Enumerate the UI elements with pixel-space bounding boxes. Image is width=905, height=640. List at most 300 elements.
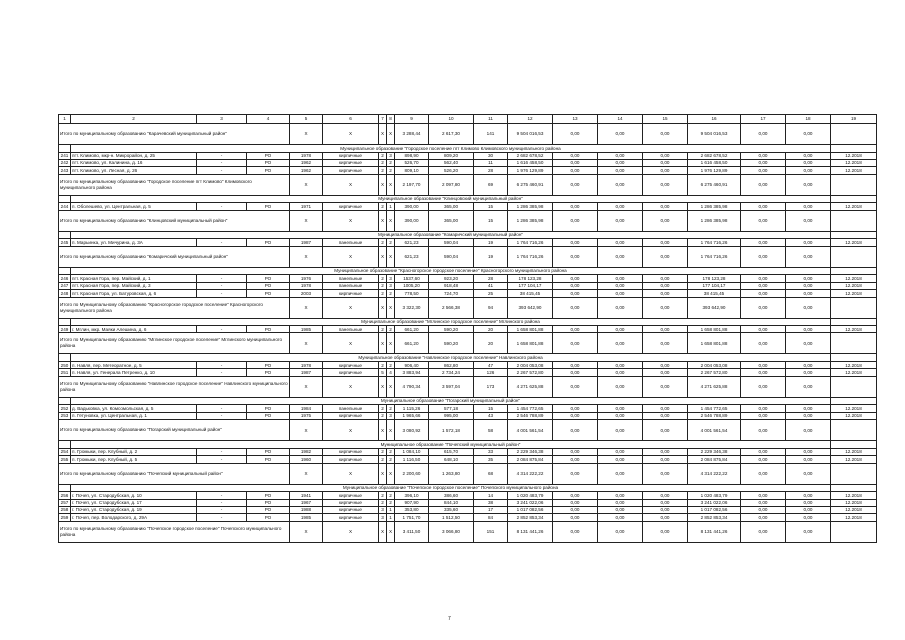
table-cell-c8: 2: [387, 239, 395, 246]
total-row: [59, 333, 877, 354]
table-cell-c12: 178 123,28: [508, 275, 553, 282]
column-number-cell: 15: [643, 115, 688, 124]
total-row: [59, 124, 877, 145]
table-cell-c13: 0,00: [553, 362, 598, 369]
table-cell-c19: 12.2018: [831, 412, 877, 419]
total-cell-c11: 20: [474, 333, 508, 354]
total-cell-c19: [831, 210, 877, 231]
table-cell-c13: 0,00: [553, 412, 598, 419]
table-cell-c9: 898,90: [395, 152, 429, 159]
table-cell-c10: 844,10: [429, 499, 474, 506]
table-row: [59, 448, 877, 455]
table-cell-c12: 2 267 572,80: [508, 369, 553, 376]
table-cell-c7: 2: [379, 152, 387, 159]
table-cell-c16: 2 267 572,80: [688, 369, 741, 376]
section-spacer: [831, 441, 877, 449]
table-cell-c16: 1 616 458,50: [688, 159, 741, 166]
table-cell-c14: 0,00: [598, 203, 643, 210]
table-cell-c10: 724,70: [429, 290, 474, 297]
total-cell-c9: 3 322,30: [395, 297, 429, 318]
table-cell-c1: 251: [59, 369, 71, 376]
table-cell-c7: 2: [379, 448, 387, 455]
table-cell-c18: 0,00: [786, 456, 831, 463]
table-cell-c2: п. Марьинка, ул. Мичурина, д. 3А: [71, 239, 197, 246]
table-cell-c13: 0,00: [553, 167, 598, 174]
table-cell-c5: 1985: [290, 514, 323, 521]
table-cell-c3: -: [197, 506, 247, 513]
table-row: [59, 203, 877, 210]
total-cell-c16: 4 271 625,88: [688, 376, 741, 397]
table-cell-c14: 0,00: [598, 290, 643, 297]
table-cell-c1: 253: [59, 412, 71, 419]
table-cell-c13: 0,00: [553, 514, 598, 521]
column-number-cell: 13: [553, 115, 598, 124]
table-cell-c5: 1985: [290, 326, 323, 333]
total-cell-c15: 0,00: [643, 174, 688, 195]
total-cell-c8: X: [387, 246, 395, 267]
table-cell-c15: 0,00: [643, 456, 688, 463]
table-cell-c8: 2: [387, 492, 395, 499]
table-cell-c17: 0,00: [741, 203, 786, 210]
table-row: [59, 282, 877, 289]
total-cell-c7: X: [379, 174, 387, 195]
table-cell-c3: -: [197, 448, 247, 455]
table-cell-c16: 2 004 053,08: [688, 362, 741, 369]
section-row: [59, 397, 877, 405]
table-cell-c14: 0,00: [598, 152, 643, 159]
table-cell-c14: 0,00: [598, 405, 643, 412]
table-row: [59, 514, 877, 521]
table-cell-c2: пгт. Красная Гора, пер. Майский, д. 3: [71, 282, 197, 289]
total-cell-c16: 4 001 561,54: [688, 420, 741, 441]
table-cell-c10: 562,40: [429, 159, 474, 166]
total-cell-c10: 3 597,04: [429, 376, 474, 397]
table-cell-c15: 0,00: [643, 282, 688, 289]
table-cell-c18: 0,00: [786, 152, 831, 159]
total-cell-c8: X: [387, 297, 395, 318]
table-cell-c16: 1 658 801,88: [688, 326, 741, 333]
table-cell-c17: 0,00: [741, 499, 786, 506]
table-cell-c18: 0,00: [786, 448, 831, 455]
table-cell-c8: 2: [387, 326, 395, 333]
table-cell-c16: 1 454 772,65: [688, 405, 741, 412]
total-cell-c6: X: [323, 297, 379, 318]
table-cell-c2: г. Почеп, пер. Володарского, д. 29А: [71, 514, 197, 521]
total-cell-c16: 8 131 441,26: [688, 521, 741, 542]
table-cell-c12: 2 229 346,38: [508, 448, 553, 455]
table-cell-c6: кирпичные: [323, 369, 379, 376]
table-row: [59, 499, 877, 506]
table-cell-c2: г. Мглин, мкр. Маяки Алешина, д. 6: [71, 326, 197, 333]
table-cell-c10: 2 734,24: [429, 369, 474, 376]
table-cell-c17: 0,00: [741, 405, 786, 412]
table-cell-c11: 14: [474, 492, 508, 499]
table-cell-c5: 1976: [290, 275, 323, 282]
table-cell-c10: 335,60: [429, 506, 474, 513]
total-cell-c18: 0,00: [786, 420, 831, 441]
total-row: [59, 174, 877, 195]
table-cell-c19: 12.2018: [831, 167, 877, 174]
table-cell-c12: 1 017 082,56: [508, 506, 553, 513]
table-cell-c6: кирпичные: [323, 499, 379, 506]
table-cell-c6: кирпичные: [323, 159, 379, 166]
section-row: [59, 231, 877, 239]
table-cell-c4: РО: [247, 492, 290, 499]
table-cell-c3: -: [197, 167, 247, 174]
table-cell-c18: 0,00: [786, 203, 831, 210]
table-cell-c2: г. Почеп, ул. Стародубская, д. 17: [71, 499, 197, 506]
section-spacer: [831, 195, 877, 203]
table-cell-c13: 0,00: [553, 456, 598, 463]
total-row: [59, 521, 877, 542]
table-cell-c15: 0,00: [643, 448, 688, 455]
total-label: Итого по муниципальному образованию "Погарский муниципальный район": [59, 420, 290, 441]
table-cell-c8: 3: [387, 412, 395, 419]
table-cell-c11: 15: [474, 405, 508, 412]
table-cell-c11: 19: [474, 239, 508, 246]
table-cell-c9: 1005,20: [395, 282, 429, 289]
table-cell-c5: 1978: [290, 362, 323, 369]
section-spacer: [831, 145, 877, 153]
table-cell-c19: 12.2018: [831, 152, 877, 159]
total-cell-c11: 69: [474, 174, 508, 195]
table-cell-c5: 1988: [290, 506, 323, 513]
section-spacer: [831, 318, 877, 326]
total-cell-c14: 0,00: [598, 174, 643, 195]
total-cell-c14: 0,00: [598, 521, 643, 542]
table-cell-c3: -: [197, 275, 247, 282]
total-cell-c17: 0,00: [741, 420, 786, 441]
total-cell-c17: 0,00: [741, 210, 786, 231]
table-cell-c15: 0,00: [643, 203, 688, 210]
table-cell-c19: 12.2018: [831, 506, 877, 513]
table-cell-c10: 862,80: [429, 362, 474, 369]
table-row: [59, 369, 877, 376]
table-cell-c5: 1962: [290, 167, 323, 174]
table-cell-c2: пгт. Климово, мкр-н. Микрорайон, д. 25: [71, 152, 197, 159]
table-row: [59, 290, 877, 297]
total-cell-c17: 0,00: [741, 521, 786, 542]
table-cell-c12: 1 658 801,88: [508, 326, 553, 333]
total-cell-c19: [831, 420, 877, 441]
table-cell-c15: 0,00: [643, 506, 688, 513]
total-cell-c9: 661,20: [395, 333, 429, 354]
table-cell-c7: 3: [379, 514, 387, 521]
table-cell-c17: 0,00: [741, 239, 786, 246]
total-label: Итого по муниципальному образованию "Карачевский муниципальный район": [59, 124, 290, 145]
table-cell-c13: 0,00: [553, 282, 598, 289]
table-cell-c6: кирпичные: [323, 362, 379, 369]
total-cell-c9: 4 790,34: [395, 376, 429, 397]
table-cell-c12: 2 852 853,34: [508, 514, 553, 521]
table-cell-c11: 28: [474, 275, 508, 282]
table-cell-c11: 20: [474, 326, 508, 333]
table-cell-c12: 1 764 716,26: [508, 239, 553, 246]
total-row: [59, 420, 877, 441]
total-cell-c17: 0,00: [741, 174, 786, 195]
total-cell-c13: 0,00: [553, 376, 598, 397]
table-cell-c7: 2: [379, 167, 387, 174]
table-cell-c13: 0,00: [553, 239, 598, 246]
total-cell-c11: 94: [474, 297, 508, 318]
total-cell-c9: 2 197,70: [395, 174, 429, 195]
table-cell-c13: 0,00: [553, 275, 598, 282]
total-cell-c5: X: [290, 463, 323, 484]
table-cell-c10: 923,20: [429, 275, 474, 282]
table-cell-c10: 648,10: [429, 456, 474, 463]
table-cell-c10: 615,70: [429, 448, 474, 455]
total-cell-c6: X: [323, 210, 379, 231]
table-cell-c6: кирпичные: [323, 448, 379, 455]
table-cell-c11: 30: [474, 152, 508, 159]
table-row: [59, 506, 877, 513]
table-cell-c5: 1941: [290, 492, 323, 499]
table-row: [59, 239, 877, 246]
table-cell-c1: 241: [59, 152, 71, 159]
table-cell-c4: РО: [247, 448, 290, 455]
table-cell-c15: 0,00: [643, 290, 688, 297]
table-cell-c8: 3: [387, 282, 395, 289]
table-cell-c19: 12.2018: [831, 239, 877, 246]
table-cell-c12: 2 004 053,08: [508, 362, 553, 369]
total-cell-c16: 9 504 016,53: [688, 124, 741, 145]
total-cell-c6: X: [323, 376, 379, 397]
table-cell-c1: 254: [59, 448, 71, 455]
table-cell-c8: 2: [387, 499, 395, 506]
table-cell-c8: 2: [387, 448, 395, 455]
total-cell-c8: X: [387, 124, 395, 145]
table-cell-c19: 12.2018: [831, 203, 877, 210]
table-cell-c13: 0,00: [553, 203, 598, 210]
table-cell-c10: 918,48: [429, 282, 474, 289]
column-number-cell: 17: [741, 115, 786, 124]
table-cell-c4: РО: [247, 362, 290, 369]
total-label: Итого по муниципальному образованию "Почепский муниципальный район": [59, 463, 290, 484]
total-cell-c15: 0,00: [643, 521, 688, 542]
table-cell-c8: 2: [387, 405, 395, 412]
table-cell-c4: РО: [247, 499, 290, 506]
total-cell-c12: 8 131 441,26: [508, 521, 553, 542]
total-cell-c12: 1 286 385,98: [508, 210, 553, 231]
section-row: [59, 441, 877, 449]
table-cell-c14: 0,00: [598, 448, 643, 455]
table-cell-c6: панельные: [323, 326, 379, 333]
section-row: [59, 354, 877, 362]
table-cell-c17: 0,00: [741, 152, 786, 159]
total-cell-c14: 0,00: [598, 246, 643, 267]
table-cell-c7: 3: [379, 506, 387, 513]
table-cell-c8: 2: [387, 362, 395, 369]
table-cell-c1: 249: [59, 326, 71, 333]
table-cell-c12: 2 546 788,89: [508, 412, 553, 419]
total-cell-c7: X: [379, 246, 387, 267]
table-row: [59, 326, 877, 333]
column-number-cell: 7: [379, 115, 387, 124]
table-cell-c18: 0,00: [786, 326, 831, 333]
section-title: Муниципальное образование "Мглинское городское поселение" Мглинского района: [71, 318, 831, 326]
table-cell-c16: 1 017 082,56: [688, 506, 741, 513]
total-row: [59, 463, 877, 484]
table-cell-c5: 1978: [290, 282, 323, 289]
table-cell-c4: РО: [247, 514, 290, 521]
table-cell-c5: 1962: [290, 159, 323, 166]
table-cell-c4: РО: [247, 412, 290, 419]
total-label: Итого по муниципальному образованию "Комаричский муниципальный район": [59, 246, 290, 267]
table-cell-c9: 3 883,94: [395, 369, 429, 376]
table-cell-c14: 0,00: [598, 506, 643, 513]
table-cell-c3: -: [197, 159, 247, 166]
table-cell-c19: 12.2018: [831, 326, 877, 333]
table-cell-c15: 0,00: [643, 369, 688, 376]
table-cell-c13: 0,00: [553, 448, 598, 455]
total-cell-c6: X: [323, 333, 379, 354]
table-cell-c7: 2: [379, 159, 387, 166]
table-cell-c3: -: [197, 239, 247, 246]
table-row: [59, 405, 877, 412]
table-cell-c9: 1 084,10: [395, 448, 429, 455]
total-cell-c11: 19: [474, 246, 508, 267]
table-cell-c5: 2003: [290, 290, 323, 297]
table-cell-c4: РО: [247, 203, 290, 210]
table-cell-c16: 177 104,17: [688, 282, 741, 289]
total-cell-c7: X: [379, 333, 387, 354]
column-number-row: [59, 115, 877, 124]
table-cell-c19: 12.2018: [831, 369, 877, 376]
table-cell-c15: 0,00: [643, 514, 688, 521]
table-cell-c4: РО: [247, 275, 290, 282]
total-cell-c6: X: [323, 124, 379, 145]
table-cell-c3: -: [197, 203, 247, 210]
table-cell-c16: 38 415,45: [688, 290, 741, 297]
total-cell-c14: 0,00: [598, 333, 643, 354]
total-cell-c13: 0,00: [553, 246, 598, 267]
total-cell-c10: 2 566,38: [429, 297, 474, 318]
table-cell-c2: пгт. Красная Гора, пер. Майский, д. 1: [71, 275, 197, 282]
total-label: Итого по Муниципальному образованию "Красногорское городское поселение" Красногорского муниципального района: [59, 297, 290, 318]
total-cell-c10: 1 263,80: [429, 463, 474, 484]
table-cell-c9: 621,23: [395, 239, 429, 246]
table-cell-c11: 126: [474, 369, 508, 376]
table-cell-c5: 1971: [290, 203, 323, 210]
total-cell-c11: 15: [474, 210, 508, 231]
column-number-cell: 14: [598, 115, 643, 124]
total-cell-c5: X: [290, 297, 323, 318]
table-cell-c3: -: [197, 405, 247, 412]
table-cell-c6: кирпичные: [323, 203, 379, 210]
table-cell-c11: 43: [474, 412, 508, 419]
section-spacer: [831, 397, 877, 405]
table-cell-c9: 809,10: [395, 167, 429, 174]
total-cell-c15: 0,00: [643, 124, 688, 145]
total-cell-c19: [831, 297, 877, 318]
total-cell-c9: 3 288,44: [395, 124, 429, 145]
table-cell-c16: 1 020 483,79: [688, 492, 741, 499]
table-cell-c6: кирпичные: [323, 412, 379, 419]
total-label: Итого по Муниципальному образованию "Мглинское городское поселение" Мглинского муниципального района: [59, 333, 290, 354]
total-cell-c5: X: [290, 376, 323, 397]
total-cell-c15: 0,00: [643, 297, 688, 318]
total-cell-c13: 0,00: [553, 124, 598, 145]
table-cell-c2: д. Вадьковка, ул. Комсомольская, д. 5: [71, 405, 197, 412]
section-title: Муниципальное образование "Клинцовский муниципальный район": [71, 195, 831, 203]
total-cell-c8: X: [387, 420, 395, 441]
table-cell-c5: 1975: [290, 412, 323, 419]
total-row: [59, 246, 877, 267]
total-cell-c12: 4 001 561,54: [508, 420, 553, 441]
table-cell-c16: 2 682 678,52: [688, 152, 741, 159]
total-cell-c7: X: [379, 521, 387, 542]
table-row: [59, 412, 877, 419]
table-cell-c6: кирпичные: [323, 167, 379, 174]
table-cell-c14: 0,00: [598, 456, 643, 463]
table-cell-c17: 0,00: [741, 448, 786, 455]
total-cell-c5: X: [290, 246, 323, 267]
table-cell-c15: 0,00: [643, 275, 688, 282]
total-cell-c17: 0,00: [741, 333, 786, 354]
table-cell-c9: 778,50: [395, 290, 429, 297]
table-cell-c5: 1987: [290, 239, 323, 246]
table-cell-c18: 0,00: [786, 282, 831, 289]
table-cell-c11: 33: [474, 448, 508, 455]
table-cell-c3: -: [197, 290, 247, 297]
table-cell-c3: -: [197, 499, 247, 506]
section-row: [59, 195, 877, 203]
table-cell-c14: 0,00: [598, 167, 643, 174]
table-cell-c13: 0,00: [553, 506, 598, 513]
table-cell-c18: 0,00: [786, 275, 831, 282]
total-cell-c10: 2 097,80: [429, 174, 474, 195]
section-spacer: [59, 441, 71, 449]
total-cell-c19: [831, 174, 877, 195]
table-cell-c9: 1 965,66: [395, 412, 429, 419]
table-cell-c5: 1987: [290, 369, 323, 376]
table-cell-c8: 2: [387, 290, 395, 297]
table-cell-c10: 386,60: [429, 492, 474, 499]
total-cell-c5: X: [290, 124, 323, 145]
table-cell-c11: 28: [474, 167, 508, 174]
table-cell-c19: 12.2018: [831, 456, 877, 463]
table-cell-c4: РО: [247, 326, 290, 333]
table-cell-c17: 0,00: [741, 412, 786, 419]
table-cell-c8: 1: [387, 514, 395, 521]
section-title: Муниципальное образование "Навлинское городское поселение" Навлинского района: [71, 354, 831, 362]
total-cell-c19: [831, 376, 877, 397]
total-cell-c9: 621,23: [395, 246, 429, 267]
table-cell-c11: 15: [474, 203, 508, 210]
total-cell-c10: 590,20: [429, 333, 474, 354]
table-cell-c3: -: [197, 412, 247, 419]
table-cell-c5: 1984: [290, 405, 323, 412]
total-cell-c6: X: [323, 463, 379, 484]
table-cell-c1: 246: [59, 275, 71, 282]
table-cell-c14: 0,00: [598, 159, 643, 166]
table-cell-c15: 0,00: [643, 326, 688, 333]
table-cell-c12: 1 020 483,79: [508, 492, 553, 499]
table-cell-c9: 526,70: [395, 159, 429, 166]
table-cell-c11: 41: [474, 282, 508, 289]
table-row: [59, 492, 877, 499]
table-cell-c15: 0,00: [643, 167, 688, 174]
total-cell-c19: [831, 463, 877, 484]
section-spacer: [59, 231, 71, 239]
table-cell-c7: 5: [379, 369, 387, 376]
total-cell-c19: [831, 246, 877, 267]
table-cell-c8: 3: [387, 152, 395, 159]
total-cell-c9: 390,00: [395, 210, 429, 231]
table-cell-c13: 0,00: [553, 405, 598, 412]
table-cell-c6: кирпичные: [323, 152, 379, 159]
total-row: [59, 210, 877, 231]
